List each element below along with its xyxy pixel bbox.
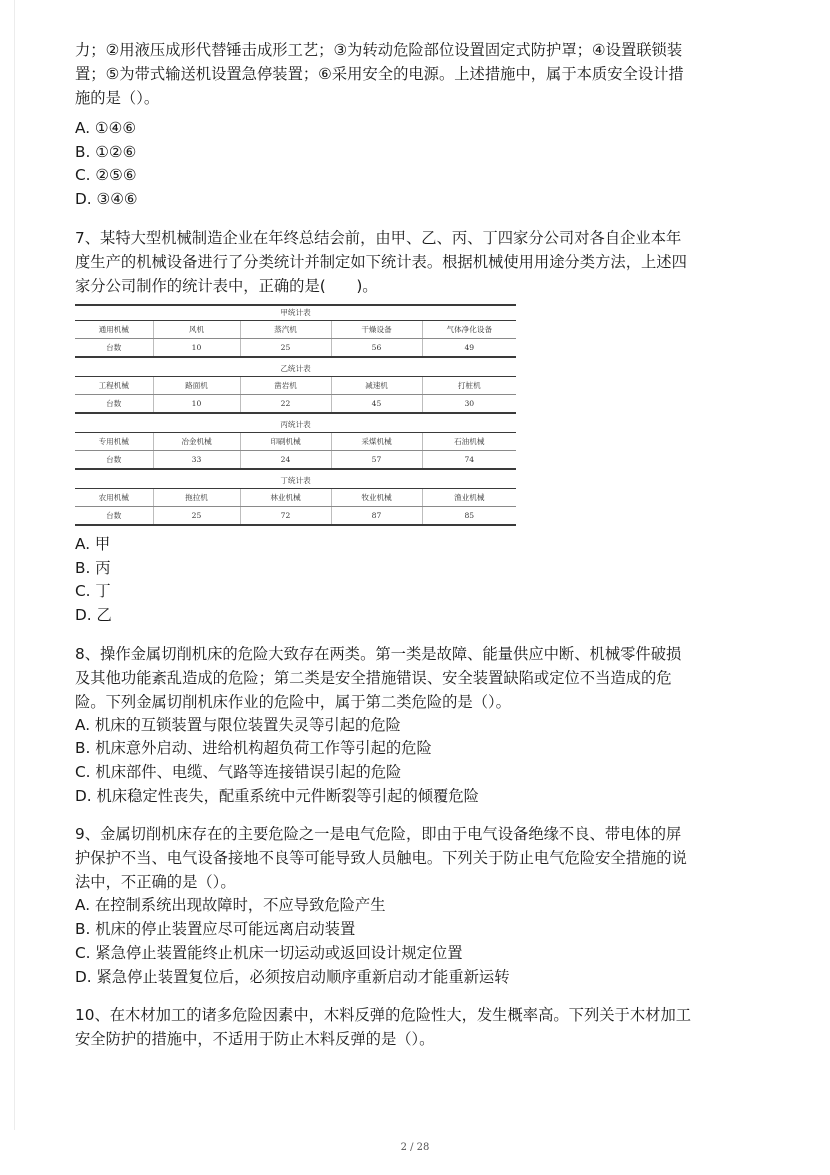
table-cell: 10: [153, 394, 240, 413]
table-cell: 72: [240, 506, 331, 525]
table-caption: 乙统计表: [280, 364, 311, 374]
table-header-cell: 打桩机: [422, 376, 516, 394]
table-header-cell: 路面机: [153, 376, 240, 394]
table-caption: 甲统计表: [280, 308, 311, 318]
option-a: A. 在控制系统出现故障时，不应导致危险产生: [75, 896, 386, 915]
option-c: C. 紧急停止装置能终止机床一切运动或返回设计规定位置: [75, 943, 463, 962]
table-cell: 85: [422, 506, 516, 525]
statistics-table-ding: [75, 474, 516, 526]
question-8-line: 及其他功能紊乱造成的危险；第二类是安全措施错误、安全装置缺陷或定位不当造成的危: [75, 668, 672, 687]
option-b: B. 机床意外启动、进给机构超负荷工作等引起的危险: [75, 739, 432, 758]
question-6-line: 置；⑤为带式输送机设置急停装置；⑥采用安全的电源。上述措施中，属于本质安全设计措: [75, 65, 684, 83]
table-header-cell: 印刷机械: [240, 432, 331, 450]
table-cell: 台数: [75, 394, 153, 413]
option-d: D. 紧急停止装置复位后，必须按启动顺序重新启动才能重新运转: [75, 967, 510, 986]
table-header-cell: 蒸汽机: [240, 320, 331, 338]
question-7: [75, 226, 765, 628]
question-7-line: 家分公司制作的统计表中，正确的是( )。: [75, 276, 378, 295]
question-9: [75, 822, 765, 989]
option-a: A. 甲: [75, 534, 111, 553]
table-cell: 台数: [75, 338, 153, 357]
table-caption: 丁统计表: [280, 476, 311, 486]
table-header-cell: 渔业机械: [422, 488, 516, 506]
table-header-cell: 拖拉机: [153, 488, 240, 506]
table-cell: 台数: [75, 506, 153, 525]
table-cell: 49: [422, 338, 516, 357]
table-header-cell: 林业机械: [240, 488, 331, 506]
table-cell: 24: [240, 450, 331, 469]
page-content: [75, 38, 765, 1051]
table-header-cell: 采煤机械: [331, 432, 422, 450]
statistics-table-bing: [75, 418, 516, 470]
question-7-line: 7、某特大型机械制造企业在年终总结会前，由甲、乙、丙、丁四家分公司对各自企业本年: [75, 228, 682, 247]
option-d: D. ③④⑥: [75, 190, 138, 209]
question-8-line: 险。下列金属切削机床作业的危险中，属于第二类危险的是（）。: [75, 692, 511, 711]
option-c: C. 丁: [75, 582, 111, 601]
question-6-options: [75, 117, 765, 212]
option-b: B. ①②⑥: [75, 142, 137, 161]
table-header-cell: 气体净化设备: [422, 320, 516, 338]
question-9-line: 法中，不正确的是（）。: [75, 873, 236, 892]
question-7-options: [75, 533, 765, 628]
page-number: 2 / 28: [400, 1142, 430, 1153]
question-7-line: 度生产的机械设备进行了分类统计并制定如下统计表。根据机械使用用途分类方法，上述四: [75, 252, 687, 271]
table-header-cell: 牧业机械: [331, 488, 422, 506]
question-8: [75, 642, 765, 809]
table-header-cell: 干燥设备: [331, 320, 422, 338]
question-9-line: 护保护不当、电气设备接地不良等可能导致人员触电。下列关于防止电气危险安全措施的说: [75, 849, 687, 868]
option-d: D. 机床稳定性丧失，配重系统中元件断裂等引起的倾覆危险: [75, 786, 479, 805]
table-header-cell: 冶金机械: [153, 432, 240, 450]
table-header-cell: 农用机械: [75, 488, 153, 506]
table-cell: 25: [240, 338, 331, 357]
table-cell: 台数: [75, 450, 153, 469]
table-header-cell: 通用机械: [75, 320, 153, 338]
question-6: [75, 38, 765, 212]
option-a: A. 机床的互锁装置与限位装置失灵等引起的危险: [75, 715, 401, 734]
option-b: B. 机床的停止装置应尽可能远离启动装置: [75, 920, 356, 939]
table-header-cell: 凿岩机: [240, 376, 331, 394]
question-8-options: [75, 714, 765, 809]
statistics-table-jia: [75, 304, 516, 358]
option-b: B. 丙: [75, 558, 111, 577]
table-header-cell: 风机: [153, 320, 240, 338]
question-8-line: 8、操作金属切削机床的危险大致存在两类。第一类是故障、能量供应中断、机械零件破损: [75, 644, 682, 663]
table-cell: 74: [422, 450, 516, 469]
question-6-line: 施的是（）。: [75, 89, 160, 107]
question-10-line: 10、在木材加工的诸多危险因素中，木料反弹的危险性大，发生概率高。下列关于木材加工: [75, 1006, 692, 1025]
question-6-line: 力；②用液压成形代替锤击成形工艺；③为转动危险部位设置固定式防护罩；④设置联锁装: [75, 41, 683, 59]
question-10-line: 安全防护的措施中，不适用于防止木料反弹的是（）。: [75, 1030, 435, 1049]
table-cell: 22: [240, 394, 331, 413]
option-c: C. ②⑤⑥: [75, 166, 137, 185]
table-cell: 57: [331, 450, 422, 469]
option-a: A. ①④⑥: [75, 119, 137, 137]
table-header-cell: 工程机械: [75, 376, 153, 394]
table-cell: 33: [153, 450, 240, 469]
option-c: C. 机床部件、电缆、气路等连接错误引起的危险: [75, 763, 402, 782]
table-header-cell: 专用机械: [75, 432, 153, 450]
table-cell: 25: [153, 506, 240, 525]
question-9-line: 9、金属切削机床存在的主要危险之一是电气危险，即由于电气设备绝缘不良、带电体的屏: [75, 825, 682, 844]
option-d: D. 乙: [75, 605, 112, 624]
table-caption: 丙统计表: [280, 420, 311, 430]
page-edge-line: [14, 0, 15, 1130]
question-9-options: [75, 894, 765, 989]
statistics-table-yi: [75, 362, 516, 414]
table-cell: 30: [422, 394, 516, 413]
question-10: [75, 1003, 765, 1051]
table-cell: 56: [331, 338, 422, 357]
table-cell: 10: [153, 338, 240, 357]
table-header-cell: 石油机械: [422, 432, 516, 450]
table-cell: 87: [331, 506, 422, 525]
table-cell: 45: [331, 394, 422, 413]
table-header-cell: 减速机: [331, 376, 422, 394]
statistics-tables: [75, 304, 516, 526]
